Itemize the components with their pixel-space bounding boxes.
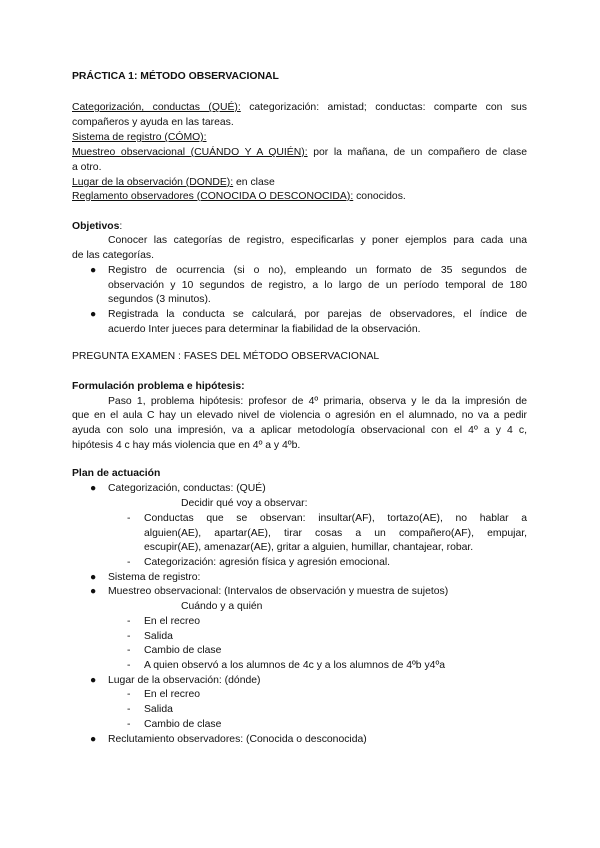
plan-lugar: Lugar de la observación: (dónde) <box>108 675 261 686</box>
dash-icon: - <box>127 689 131 700</box>
muestreo-item: Salida <box>144 631 173 642</box>
intro-muestreo-line-2: a otro. <box>72 162 102 173</box>
objetivo-1-line-2: observación y 10 segundos de registro, a lo largo de un período temporal de 180 <box>108 280 527 291</box>
bullet-icon: ● <box>90 675 97 686</box>
dash-icon: - <box>127 513 131 524</box>
formulacion-heading: Formulación problema e hipótesis: <box>72 381 245 392</box>
plan-heading: Plan de actuación <box>72 468 161 479</box>
page-title: PRÁCTICA 1: MÉTODO OBSERVACIONAL <box>72 71 279 82</box>
intro-lugar-line: Lugar de la observación (DONDE): en clase <box>72 177 275 188</box>
dash-icon: - <box>127 660 131 671</box>
lugar-item: En el recreo <box>144 689 201 700</box>
objetivos-paragraph-line-1: Conocer las categorías de registro, especificarlas y poner ejemplos para cada una <box>108 235 527 246</box>
conductas-line-3: escupir(AE), amenazar(AE), gritar a alguien, humillar, chantajear, robar. <box>144 542 474 553</box>
categorizacion-tipos: Categorización: agresión física y agresión emocional. <box>144 557 391 568</box>
bullet-icon: ● <box>90 572 97 583</box>
plan-cuando: Cuándo y a quién <box>181 601 263 612</box>
muestreo-item: A quien observó a los alumnos de 4c y a los alumnos de 4ºb y4ºa <box>144 660 446 671</box>
lugar-label: Lugar de la observación (DONDE): <box>72 177 234 188</box>
objetivo-1-line-3: segundos (3 minutos). <box>108 294 211 305</box>
reglamento-label: Reglamento observadores (CONOCIDA O DESCONOCIDA): <box>72 191 354 202</box>
objetivo-2-line-2: acuerdo Inter jueces para determinar la fiabilidad de la observación. <box>108 324 421 335</box>
dash-icon: - <box>127 645 131 656</box>
formulacion-line-3: ayuda con solo una impresión, va a aplicar metodología observacional con el 4º a y 4 c, <box>72 425 527 436</box>
conductas-line-1: Conductas que se observan: insultar(AF), tortazo(AE), no hablar a <box>144 513 527 524</box>
objetivo-2-line-1: Registrada la conducta se calculará, por parejas de observadores, el índice de <box>108 309 527 320</box>
intro-categorizacion-line-1: Categorización, conductas (QUÉ): categorización: amistad; conductas: comparte con sus <box>72 102 528 113</box>
pregunta-examen: PREGUNTA EXAMEN : FASES DEL MÉTODO OBSERVACIONAL <box>72 351 380 362</box>
lugar-item: Cambio de clase <box>144 719 222 730</box>
lugar-item: Salida <box>144 704 173 715</box>
formulacion-line-4: hipótesis 4 c hay más violencia que en 4º a y 4ºb. <box>72 440 301 451</box>
bullet-icon: ● <box>90 265 97 276</box>
categorizacion-label: Categorización, conductas (QUÉ): <box>72 102 241 113</box>
dash-icon: - <box>127 616 131 627</box>
bullet-icon: ● <box>90 309 97 320</box>
muestreo-item: Cambio de clase <box>144 645 222 656</box>
bullet-icon: ● <box>90 483 97 494</box>
dash-icon: - <box>127 704 131 715</box>
bullet-icon: ● <box>90 734 97 745</box>
formulacion-line-2: que en el aula C hay un elevado nivel de violencia o agresión en el alumnado, no va a pedir <box>72 410 527 421</box>
plan-categorizacion: Categorización, conductas: (QUÉ) <box>108 483 266 494</box>
dash-icon: - <box>127 557 131 568</box>
intro-reglamento-line: Reglamento observadores (CONOCIDA O DESCONOCIDA): conocidos. <box>72 191 406 202</box>
dash-icon: - <box>127 719 131 730</box>
muestreo-label: Muestreo observacional (CUÁNDO Y A QUIÉN): <box>72 147 308 158</box>
sistema-label: Sistema de registro (CÓMO): <box>72 132 207 143</box>
intro-categorizacion-line-2: compañeros y ayuda en las tareas. <box>72 117 234 128</box>
objetivos-paragraph-line-2: de las categorías. <box>72 250 155 261</box>
plan-reclutamiento: Reclutamiento observadores: (Conocida o desconocida) <box>108 734 367 745</box>
plan-muestreo: Muestreo observacional: (Intervalos de observación y muestra de sujetos) <box>108 586 449 597</box>
formulacion-line-1: Paso 1, problema hipótesis: profesor de 4º primaria, observa y le da la impresión de <box>108 396 527 407</box>
dash-icon: - <box>127 631 131 642</box>
objetivos-heading: Objetivos: <box>72 221 123 232</box>
muestreo-item: En el recreo <box>144 616 201 627</box>
objetivo-1-line-1: Registro de ocurrencia (si o no), empleando un formato de 35 segundos de <box>108 265 527 276</box>
plan-sistema: Sistema de registro: <box>108 572 201 583</box>
bullet-icon: ● <box>90 586 97 597</box>
conductas-line-2: alguien(AE), apartar(AE), tirar cosas a un compañero(AF), empujar, <box>144 528 527 539</box>
plan-decidir: Decidir qué voy a observar: <box>181 498 308 509</box>
intro-muestreo-line-1: Muestreo observacional (CUÁNDO Y A QUIÉN): por la mañana, de un compañero de clase <box>72 147 527 158</box>
